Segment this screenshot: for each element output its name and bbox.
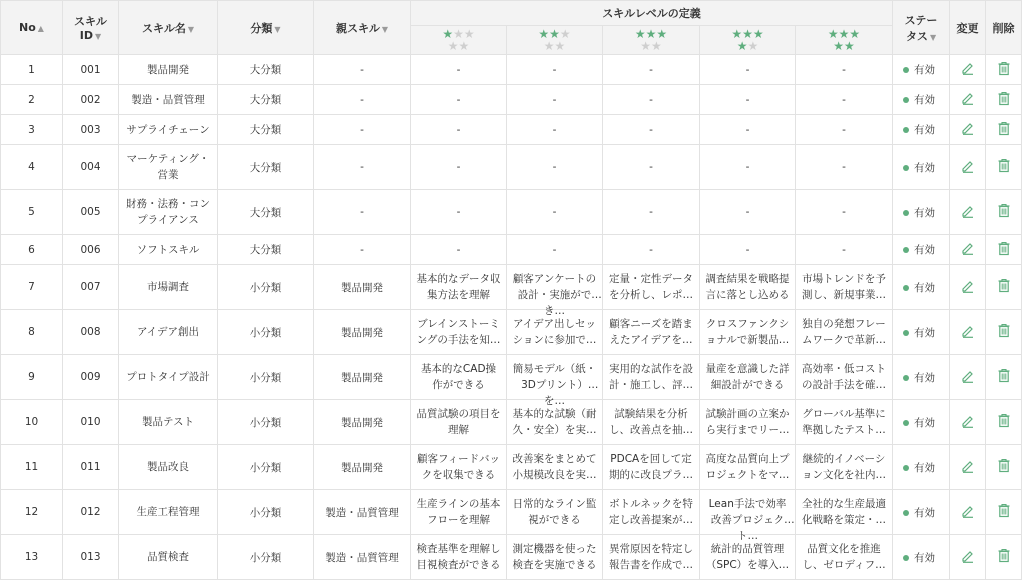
cell-level-2: - bbox=[507, 55, 603, 85]
star-icon: ★ bbox=[554, 39, 566, 53]
edit-cell bbox=[950, 490, 986, 535]
cell-skill-name: 製品改良 bbox=[119, 445, 218, 490]
trash-icon[interactable] bbox=[997, 61, 1011, 79]
col-skill-id[interactable]: スキル ID ▼ bbox=[63, 1, 119, 55]
cell-level-5: - bbox=[796, 190, 893, 235]
edit-cell bbox=[950, 145, 986, 190]
cell-category: 大分類 bbox=[218, 55, 314, 85]
delete-cell bbox=[986, 535, 1022, 580]
delete-cell bbox=[986, 445, 1022, 490]
edit-pencil-icon[interactable] bbox=[961, 459, 975, 476]
edit-cell bbox=[950, 85, 986, 115]
delete-cell bbox=[986, 145, 1022, 190]
cell-category: 小分類 bbox=[218, 445, 314, 490]
delete-cell bbox=[986, 190, 1022, 235]
cell-level-4: Lean手法で効率改善プロジェクト… bbox=[700, 490, 796, 535]
cell-no: 1 bbox=[1, 55, 63, 85]
table-row bbox=[1, 400, 1022, 445]
cell-no: 9 bbox=[1, 355, 63, 400]
cell-status bbox=[893, 265, 950, 310]
cell-skill-name: マーケティング・営業 bbox=[119, 145, 218, 190]
delete-cell bbox=[986, 400, 1022, 445]
cell-level-1: 検査基準を理解し目視検査ができる bbox=[411, 535, 507, 580]
edit-cell bbox=[950, 400, 986, 445]
status-badge: 有効 bbox=[914, 551, 936, 564]
cell-level-5: 全社的な生産最適化戦略を策定・… bbox=[796, 490, 893, 535]
status-dot-icon bbox=[903, 465, 909, 471]
cell-parent-skill: - bbox=[314, 145, 411, 190]
cell-level-5: - bbox=[796, 85, 893, 115]
star-icon: ★ bbox=[838, 27, 850, 41]
cell-skill-id: 001 bbox=[63, 55, 119, 85]
table-row bbox=[1, 310, 1022, 355]
cell-no: 12 bbox=[1, 490, 63, 535]
cell-level-2: 簡易モデル（紙・3Dプリント）を… bbox=[507, 355, 603, 400]
status-badge: 有効 bbox=[914, 244, 936, 256]
status-badge: 有効 bbox=[914, 124, 936, 136]
star-icon: ★ bbox=[742, 27, 753, 41]
trash-icon[interactable] bbox=[997, 158, 1011, 176]
delete-cell bbox=[986, 490, 1022, 535]
trash-icon[interactable] bbox=[997, 458, 1011, 476]
cell-skill-id: 009 bbox=[63, 355, 119, 400]
edit-cell bbox=[950, 355, 986, 400]
cell-skill-id: 008 bbox=[63, 310, 119, 355]
cell-level-4: 試験計画の立案から実行までリー… bbox=[700, 400, 796, 445]
cell-parent-skill: 製造・品質管理 bbox=[314, 490, 411, 535]
status-dot-icon bbox=[903, 330, 909, 336]
cell-status bbox=[893, 235, 950, 265]
col-delete: 削除 bbox=[986, 1, 1022, 55]
cell-level-1: - bbox=[411, 85, 507, 115]
trash-icon[interactable] bbox=[997, 548, 1011, 566]
cell-status bbox=[893, 535, 950, 580]
cell-level-3: ボトルネックを特定し改善提案が… bbox=[603, 490, 700, 535]
cell-status bbox=[893, 115, 950, 145]
status-badge: 有効 bbox=[914, 281, 936, 294]
cell-level-2: - bbox=[507, 115, 603, 145]
cell-skill-name: プロトタイプ設計 bbox=[119, 355, 218, 400]
status-badge: 有効 bbox=[914, 371, 936, 384]
cell-level-4: 調査結果を戦略提言に落とし込める bbox=[700, 265, 796, 310]
cell-level-1: 品質試験の項目を理解 bbox=[411, 400, 507, 445]
cell-level-3: 実用的な試作を設計・施工し、評… bbox=[603, 355, 700, 400]
cell-status bbox=[893, 190, 950, 235]
cell-level-3: 顧客ニーズを踏まえたアイデアを… bbox=[603, 310, 700, 355]
cell-skill-id: 003 bbox=[63, 115, 119, 145]
cell-skill-name: 財務・法務・コンプライアンス bbox=[119, 190, 218, 235]
cell-skill-name: 製品テスト bbox=[119, 400, 218, 445]
table-row bbox=[1, 85, 1022, 115]
delete-cell bbox=[986, 355, 1022, 400]
cell-category: 小分類 bbox=[218, 400, 314, 445]
cell-level-5: 品質文化を推進し、ゼロディフ… bbox=[796, 535, 893, 580]
edit-cell bbox=[950, 190, 986, 235]
cell-level-2: 改善案をまとめて小規模改良を実… bbox=[507, 445, 603, 490]
edit-cell bbox=[950, 235, 986, 265]
col-skill-name[interactable]: スキル名 ▼ bbox=[119, 1, 218, 55]
cell-level-5: - bbox=[796, 115, 893, 145]
cell-parent-skill: 製品開発 bbox=[314, 355, 411, 400]
cell-skill-id: 010 bbox=[63, 400, 119, 445]
star-icon: ★ bbox=[752, 27, 764, 41]
cell-status bbox=[893, 355, 950, 400]
level-stars-bottom bbox=[700, 40, 795, 52]
star-icon: ★ bbox=[549, 27, 560, 41]
cell-category: 小分類 bbox=[218, 355, 314, 400]
cell-level-1: - bbox=[411, 235, 507, 265]
edit-pencil-icon[interactable] bbox=[961, 504, 975, 521]
cell-level-3: - bbox=[603, 85, 700, 115]
level-2-header bbox=[507, 26, 603, 55]
cell-level-1: - bbox=[411, 145, 507, 190]
star-icon: ★ bbox=[463, 27, 475, 41]
status-dot-icon bbox=[903, 165, 909, 171]
cell-skill-name: サプライチェーン bbox=[119, 115, 218, 145]
cell-skill-name: 品質検査 bbox=[119, 535, 218, 580]
cell-parent-skill: - bbox=[314, 115, 411, 145]
cell-no: 11 bbox=[1, 445, 63, 490]
cell-category: 大分類 bbox=[218, 85, 314, 115]
star-icon: ★ bbox=[844, 39, 855, 53]
cell-parent-skill: 製品開発 bbox=[314, 400, 411, 445]
cell-category: 大分類 bbox=[218, 115, 314, 145]
table-row bbox=[1, 235, 1022, 265]
cell-level-2: 測定機器を使った検査を実施できる bbox=[507, 535, 603, 580]
cell-level-5: - bbox=[796, 145, 893, 190]
cell-level-3: 試験結果を分析し、改善点を抽… bbox=[603, 400, 700, 445]
cell-skill-id: 012 bbox=[63, 490, 119, 535]
cell-level-3: - bbox=[603, 55, 700, 85]
delete-cell bbox=[986, 310, 1022, 355]
star-icon: ★ bbox=[651, 39, 662, 53]
col-status[interactable]: ステー タス ▼ bbox=[893, 1, 950, 55]
star-icon: ★ bbox=[645, 27, 657, 41]
cell-level-1: 基本的なデータ収集方法を理解 bbox=[411, 265, 507, 310]
sort-asc-icon: ▲ bbox=[37, 24, 44, 33]
cell-level-5: グローバル基準に準拠したテスト… bbox=[796, 400, 893, 445]
cell-no: 4 bbox=[1, 145, 63, 190]
delete-cell bbox=[986, 265, 1022, 310]
edit-pencil-icon[interactable] bbox=[961, 241, 975, 258]
table-row bbox=[1, 265, 1022, 310]
cell-status bbox=[893, 490, 950, 535]
cell-level-4: 量産を意識した詳細設計ができる bbox=[700, 355, 796, 400]
cell-no: 5 bbox=[1, 190, 63, 235]
table-row bbox=[1, 445, 1022, 490]
status-dot-icon bbox=[903, 420, 909, 426]
status-badge: 有効 bbox=[914, 64, 936, 76]
cell-parent-skill: - bbox=[314, 190, 411, 235]
cell-status bbox=[893, 400, 950, 445]
cell-category: 大分類 bbox=[218, 235, 314, 265]
cell-parent-skill: 製品開発 bbox=[314, 310, 411, 355]
edit-cell bbox=[950, 445, 986, 490]
cell-level-4: - bbox=[700, 85, 796, 115]
star-icon: ★ bbox=[833, 39, 844, 53]
trash-icon[interactable] bbox=[997, 368, 1011, 386]
cell-skill-name: 製造・品質管理 bbox=[119, 85, 218, 115]
edit-pencil-icon[interactable] bbox=[961, 324, 975, 341]
trash-icon[interactable] bbox=[997, 121, 1011, 139]
cell-skill-id: 004 bbox=[63, 145, 119, 190]
col-no[interactable]: No ▲ bbox=[1, 1, 63, 55]
cell-level-4: - bbox=[700, 190, 796, 235]
cell-skill-name: アイデア創出 bbox=[119, 310, 218, 355]
cell-level-5: 独自の発想フレームワークで革新… bbox=[796, 310, 893, 355]
col-edit: 変更 bbox=[950, 1, 986, 55]
edit-pencil-icon[interactable] bbox=[961, 369, 975, 386]
table-row bbox=[1, 115, 1022, 145]
cell-no: 13 bbox=[1, 535, 63, 580]
cell-no: 7 bbox=[1, 265, 63, 310]
cell-status bbox=[893, 55, 950, 85]
cell-level-4: - bbox=[700, 115, 796, 145]
sort-icon: ▼ bbox=[929, 32, 937, 42]
cell-level-1: 生産ラインの基本フローを理解 bbox=[411, 490, 507, 535]
status-dot-icon bbox=[903, 67, 909, 73]
edit-cell bbox=[950, 55, 986, 85]
cell-level-2: - bbox=[507, 145, 603, 190]
status-dot-icon bbox=[903, 97, 909, 103]
cell-level-1: 顧客フィードバックを収集できる bbox=[411, 445, 507, 490]
level-1-header bbox=[411, 26, 507, 55]
star-icon: ★ bbox=[731, 27, 743, 41]
cell-level-3: 定量・定性データを分析し、レポ… bbox=[603, 265, 700, 310]
status-badge: 有効 bbox=[914, 506, 936, 519]
star-icon: ★ bbox=[747, 39, 759, 53]
status-badge: 有効 bbox=[914, 161, 936, 174]
level-5-header bbox=[796, 26, 893, 55]
cell-level-1: - bbox=[411, 190, 507, 235]
level-stars-bottom bbox=[603, 40, 699, 52]
status-dot-icon bbox=[903, 375, 909, 381]
cell-no: 2 bbox=[1, 85, 63, 115]
cell-level-1: 基本的なCAD操作ができる bbox=[411, 355, 507, 400]
cell-category: 大分類 bbox=[218, 190, 314, 235]
cell-level-5: 継続的イノベーション文化を社内… bbox=[796, 445, 893, 490]
cell-level-2: 日常的なライン監視ができる bbox=[507, 490, 603, 535]
sort-icon: ▼ bbox=[381, 24, 389, 34]
delete-cell bbox=[986, 115, 1022, 145]
cell-skill-id: 006 bbox=[63, 235, 119, 265]
status-dot-icon bbox=[903, 127, 909, 133]
status-dot-icon bbox=[903, 210, 909, 216]
table-row bbox=[1, 490, 1022, 535]
cell-level-2: アイデア出しセッションに参加で… bbox=[507, 310, 603, 355]
cell-no: 8 bbox=[1, 310, 63, 355]
cell-level-1: - bbox=[411, 115, 507, 145]
edit-cell bbox=[950, 535, 986, 580]
table-row bbox=[1, 55, 1022, 85]
col-level-group: スキルレベルの定義 bbox=[411, 1, 893, 26]
col-category[interactable]: 分類 ▼ bbox=[218, 1, 314, 55]
delete-cell bbox=[986, 235, 1022, 265]
trash-icon[interactable] bbox=[997, 413, 1011, 431]
cell-level-4: - bbox=[700, 55, 796, 85]
cell-skill-id: 013 bbox=[63, 535, 119, 580]
cell-level-4: 高度な品質向上プロジェクトをマ… bbox=[700, 445, 796, 490]
cell-no: 10 bbox=[1, 400, 63, 445]
trash-icon[interactable] bbox=[997, 503, 1011, 521]
edit-cell bbox=[950, 310, 986, 355]
delete-cell bbox=[986, 55, 1022, 85]
cell-level-3: - bbox=[603, 145, 700, 190]
edit-cell bbox=[950, 115, 986, 145]
table-row bbox=[1, 355, 1022, 400]
cell-level-3: PDCAを回して定期的に改良プラ… bbox=[603, 445, 700, 490]
cell-no: 6 bbox=[1, 235, 63, 265]
level-3-header bbox=[603, 26, 700, 55]
edit-pencil-icon[interactable] bbox=[961, 414, 975, 431]
trash-icon[interactable] bbox=[997, 203, 1011, 221]
cell-level-4: - bbox=[700, 145, 796, 190]
status-dot-icon bbox=[903, 555, 909, 561]
status-badge: 有効 bbox=[914, 461, 936, 474]
cell-no: 3 bbox=[1, 115, 63, 145]
star-icon: ★ bbox=[559, 27, 571, 41]
cell-level-1: - bbox=[411, 55, 507, 85]
cell-parent-skill: 製品開発 bbox=[314, 265, 411, 310]
cell-level-3: - bbox=[603, 115, 700, 145]
edit-pencil-icon[interactable] bbox=[961, 279, 975, 296]
trash-icon[interactable] bbox=[997, 91, 1011, 109]
table-row bbox=[1, 190, 1022, 235]
cell-level-2: 基本的な試験（耐久・安全）を実… bbox=[507, 400, 603, 445]
cell-skill-id: 011 bbox=[63, 445, 119, 490]
edit-pencil-icon[interactable] bbox=[961, 549, 975, 566]
cell-level-3: 異常原因を特定し報告書を作成で… bbox=[603, 535, 700, 580]
cell-status bbox=[893, 445, 950, 490]
cell-skill-id: 007 bbox=[63, 265, 119, 310]
cell-skill-id: 005 bbox=[63, 190, 119, 235]
star-icon: ★ bbox=[538, 27, 550, 41]
trash-icon[interactable] bbox=[997, 278, 1011, 296]
trash-icon[interactable] bbox=[997, 323, 1011, 341]
cell-level-5: 高効率・低コストの設計手法を確… bbox=[796, 355, 893, 400]
status-dot-icon bbox=[903, 247, 909, 253]
star-icon: ★ bbox=[442, 27, 454, 41]
cell-level-3: - bbox=[603, 235, 700, 265]
level-stars-bottom bbox=[411, 40, 506, 52]
cell-parent-skill: 製品開発 bbox=[314, 445, 411, 490]
cell-level-2: 顧客アンケートの設計・実施ができ… bbox=[507, 265, 603, 310]
cell-category: 小分類 bbox=[218, 310, 314, 355]
edit-pencil-icon[interactable] bbox=[961, 121, 975, 138]
cell-level-4: - bbox=[700, 235, 796, 265]
star-icon: ★ bbox=[634, 27, 646, 41]
edit-pencil-icon[interactable] bbox=[961, 91, 975, 108]
cell-level-4: 統計的品質管理（SPC）を導入… bbox=[700, 535, 796, 580]
status-dot-icon bbox=[903, 510, 909, 516]
star-icon: ★ bbox=[827, 27, 839, 41]
cell-skill-name: 生産工程管理 bbox=[119, 490, 218, 535]
cell-status bbox=[893, 85, 950, 115]
cell-status bbox=[893, 145, 950, 190]
table-row bbox=[1, 535, 1022, 580]
cell-category: 小分類 bbox=[218, 265, 314, 310]
cell-parent-skill: 製造・品質管理 bbox=[314, 535, 411, 580]
star-icon: ★ bbox=[543, 39, 555, 53]
cell-skill-id: 002 bbox=[63, 85, 119, 115]
star-icon: ★ bbox=[656, 27, 668, 41]
cell-parent-skill: - bbox=[314, 85, 411, 115]
col-parent-skill[interactable]: 親スキル ▼ bbox=[314, 1, 411, 55]
level-stars-bottom bbox=[796, 40, 892, 52]
cell-skill-name: 製品開発 bbox=[119, 55, 218, 85]
cell-skill-name: 市場調査 bbox=[119, 265, 218, 310]
cell-level-1: ブレインストーミングの手法を知… bbox=[411, 310, 507, 355]
edit-pencil-icon[interactable] bbox=[961, 159, 975, 176]
cell-status bbox=[893, 310, 950, 355]
level-4-header bbox=[700, 26, 796, 55]
star-icon: ★ bbox=[849, 27, 861, 41]
cell-skill-name: ソフトスキル bbox=[119, 235, 218, 265]
star-icon: ★ bbox=[447, 39, 459, 53]
cell-level-5: - bbox=[796, 235, 893, 265]
star-icon: ★ bbox=[736, 39, 748, 53]
cell-category: 小分類 bbox=[218, 490, 314, 535]
status-dot-icon bbox=[903, 285, 909, 291]
edit-pencil-icon[interactable] bbox=[961, 204, 975, 221]
trash-icon[interactable] bbox=[997, 241, 1011, 259]
status-badge: 有効 bbox=[914, 416, 936, 429]
star-icon: ★ bbox=[453, 27, 464, 41]
cell-parent-skill: - bbox=[314, 235, 411, 265]
cell-level-3: - bbox=[603, 190, 700, 235]
edit-pencil-icon[interactable] bbox=[961, 61, 975, 78]
cell-level-2: - bbox=[507, 190, 603, 235]
status-badge: 有効 bbox=[914, 206, 936, 219]
cell-level-4: クロスファンクショナルで新製品… bbox=[700, 310, 796, 355]
cell-level-2: - bbox=[507, 235, 603, 265]
cell-level-5: - bbox=[796, 55, 893, 85]
status-badge: 有効 bbox=[914, 326, 936, 339]
delete-cell bbox=[986, 85, 1022, 115]
star-icon: ★ bbox=[640, 39, 651, 53]
cell-level-2: - bbox=[507, 85, 603, 115]
sort-icon: ▼ bbox=[187, 24, 195, 34]
cell-level-5: 市場トレンドを予測し、新規事業… bbox=[796, 265, 893, 310]
level-stars-bottom bbox=[507, 40, 602, 52]
sort-icon: ▼ bbox=[274, 24, 281, 34]
cell-category: 小分類 bbox=[218, 535, 314, 580]
table-row bbox=[1, 145, 1022, 190]
cell-parent-skill: - bbox=[314, 55, 411, 85]
cell-category: 大分類 bbox=[218, 145, 314, 190]
edit-cell bbox=[950, 265, 986, 310]
star-icon: ★ bbox=[458, 39, 470, 53]
sort-icon: ▼ bbox=[95, 32, 102, 41]
status-badge: 有効 bbox=[914, 94, 936, 106]
